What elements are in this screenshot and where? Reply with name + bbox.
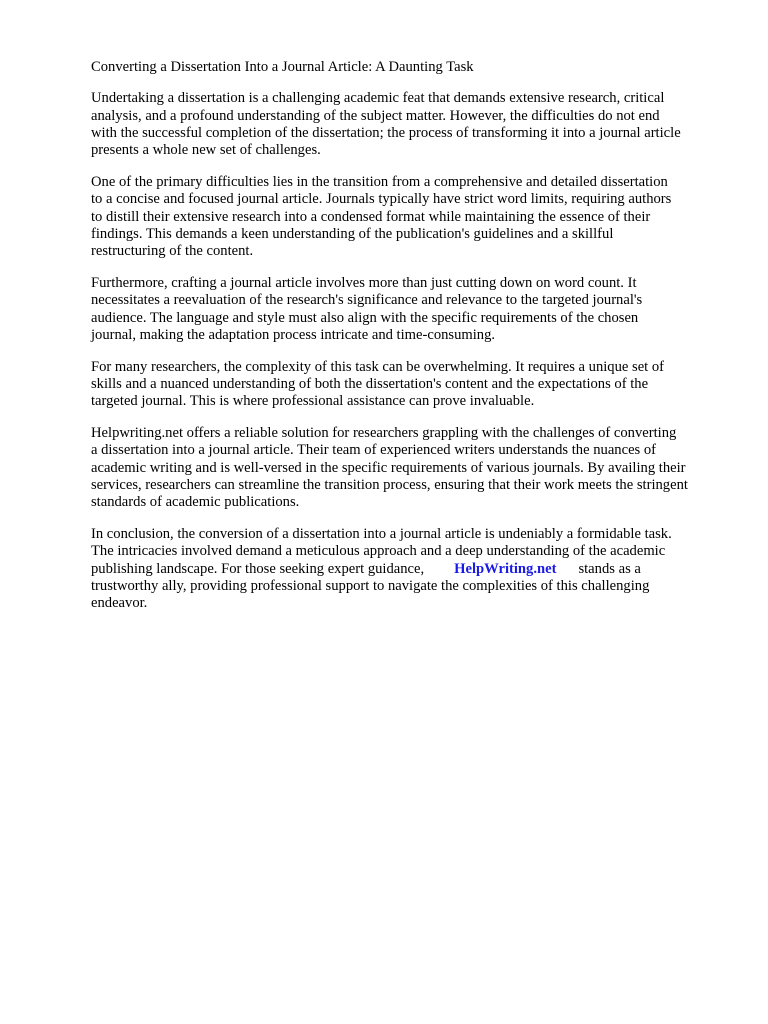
text-line: For many researchers, the complexity of this task can be overwhelming. It requires a unique set of: [91, 358, 665, 375]
paragraph-4: [91, 359, 731, 411]
text-line: Helpwriting.net offers a reliable solution for researchers grappling with the challenges of converting: [91, 425, 677, 442]
text-line: One of the primary difficulties lies in the transition from a comprehensive and detailed dissertation: [91, 173, 668, 190]
text-line: restructuring of the content.: [91, 243, 254, 260]
text-line: Undertaking a dissertation is a challenging academic feat that demands extensive research, critical: [91, 90, 665, 107]
text-line: presents a whole new set of challenges.: [91, 142, 321, 159]
text-line: findings. This demands a keen understanding of the publication's guidelines and a skillful: [91, 225, 614, 242]
text-line: a dissertation into a journal article. Their team of experienced writers understands the nuances of: [91, 442, 657, 459]
paragraph-1: [91, 90, 731, 159]
document-title: Converting a Dissertation Into a Journal Article: A Daunting Task: [91, 59, 474, 75]
text-line: necessitates a reevaluation of the research's significance and relevance to the targeted journal's: [91, 292, 643, 309]
paragraph-2: [91, 174, 731, 260]
helpwriting-link[interactable]: HelpWriting.net: [454, 560, 557, 577]
text-line: endeavor.: [91, 595, 148, 612]
text-line: analysis, and a profound understanding of the subject matter. However, the difficulties do not end: [91, 107, 660, 124]
text-line: Furthermore, crafting a journal article involves more than just cutting down on word count. It: [91, 274, 637, 291]
text-line: journal, making the adaptation process intricate and time-consuming.: [91, 326, 496, 343]
text-fragment: stands as a: [578, 560, 641, 577]
text-line: services, researchers can streamline the transition process, ensuring that their work meets the stringent: [91, 476, 688, 493]
text-line: audience. The language and style must also align with the specific requirements of the chosen: [91, 309, 639, 326]
text-fragment: publishing landscape. For those seeking expert guidance,: [91, 560, 425, 577]
paragraph-conclusion: [91, 526, 731, 612]
text-line: standards of academic publications.: [91, 494, 300, 511]
paragraph-5: [91, 425, 731, 511]
text-line: to a concise and focused journal article. Journals typically have strict word limits, requiring authors: [91, 191, 672, 208]
text-line: The intricacies involved demand a meticulous approach and a deep understanding of the academic: [91, 543, 666, 560]
paragraph-3: [91, 275, 731, 344]
text-line-with-link: [91, 561, 731, 578]
text-line: academic writing and is well-versed in the specific requirements of various journals. By availing their: [91, 459, 686, 476]
text-line: trustworthy ally, providing professional support to navigate the complexities of this challenging: [91, 577, 650, 594]
text-line: skills and a nuanced understanding of both the dissertation's content and the expectations of the: [91, 375, 649, 392]
text-line: In conclusion, the conversion of a dissertation into a journal article is undeniably a formidable task.: [91, 526, 672, 543]
text-line: to distill their extensive research into a condensed format while maintaining the essence of their: [91, 208, 651, 225]
text-line: with the successful completion of the dissertation; the process of transforming it into a journal article: [91, 124, 681, 141]
text-line: targeted journal. This is where professional assistance can prove invaluable.: [91, 393, 535, 410]
document-page: [91, 59, 731, 627]
